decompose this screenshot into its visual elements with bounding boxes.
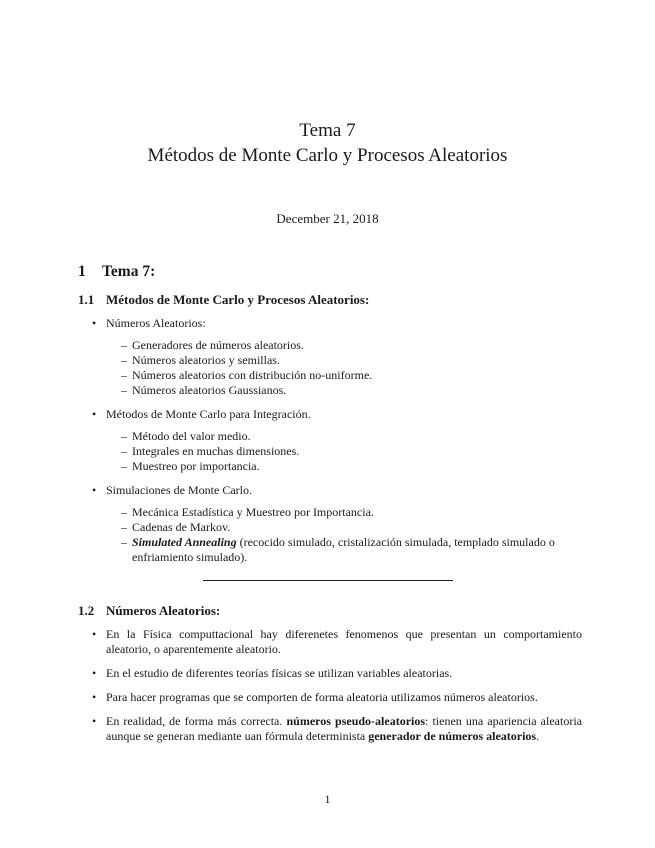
title-line-2: Métodos de Monte Carlo y Procesos Aleatorios	[147, 145, 508, 166]
subsection-heading-1-1	[78, 292, 369, 308]
document-title	[0, 118, 655, 168]
bullet-icon: •	[92, 690, 97, 704]
list-item	[92, 316, 582, 398]
bullet-icon: •	[92, 714, 97, 728]
list-item-label: Métodos de Monte Carlo para Integración.	[106, 407, 311, 421]
sublist-item	[106, 444, 582, 459]
page-number: 1	[324, 792, 331, 806]
sublist-item-text: Números aleatorios y semillas.	[132, 353, 280, 367]
subsection-number: 1.2	[78, 603, 95, 618]
subsection-heading-1-2	[78, 603, 220, 619]
bullet-icon: •	[92, 407, 97, 421]
random-numbers-list	[92, 627, 582, 753]
sublist-item	[106, 383, 582, 398]
sublist-item-text: Método del valor medio.	[132, 429, 251, 443]
list-item-text-part: .	[536, 729, 540, 743]
list-item	[92, 690, 582, 705]
dash-icon: –	[121, 520, 127, 534]
dash-icon: –	[121, 368, 127, 382]
sublist-item-text: Mecánica Estadística y Muestreo por Importancia.	[132, 505, 374, 519]
section-heading-1	[78, 263, 155, 281]
dash-icon: –	[121, 535, 127, 549]
bullet-icon: •	[92, 483, 97, 497]
list-item-text: En la Física computtacional hay diferenetes fenomenos que presentan un comportamiento aleatorio, o aparentemente aleatorio.	[106, 627, 582, 656]
sublist-item-text: Cadenas de Markov.	[132, 520, 231, 534]
sublist-item	[106, 429, 582, 444]
dash-icon: –	[121, 444, 127, 458]
sublist	[106, 429, 582, 474]
pseudo-random-term: números pseudo-aleatorios	[286, 714, 426, 728]
list-item-text: En el estudio de diferentes teorías físicas se utilizan variables aleatorias.	[106, 666, 453, 680]
list-item	[92, 407, 582, 474]
list-item-text-part: En realidad, de forma más correcta.	[106, 714, 287, 728]
sublist-item-text: Integrales en muchas dimensiones.	[132, 444, 300, 458]
sublist-item	[106, 520, 582, 535]
dash-icon: –	[121, 338, 127, 352]
sublist-item	[106, 338, 582, 353]
subsection-title: Métodos de Monte Carlo y Procesos Aleatorios:	[106, 292, 370, 307]
annealing-description: (recocido simulado, cristalización simulada, templado simulado o enfriamiento simulado).	[132, 535, 555, 564]
sublist	[106, 338, 582, 398]
list-item	[92, 627, 582, 657]
sublist-item	[106, 459, 582, 474]
generator-term: generador de números aleatorios	[368, 729, 537, 743]
list-item	[92, 714, 582, 744]
list-item-label: Simulaciones de Monte Carlo.	[106, 483, 252, 497]
sublist-item-text: Números aleatorios con distribución no-uniforme.	[132, 368, 373, 382]
dash-icon: –	[121, 353, 127, 367]
annealing-term: Simulated Annealing	[132, 535, 237, 549]
bullet-icon: •	[92, 316, 97, 330]
list-item-text: Para hacer programas que se comporten de forma aleatoria utilizamos números aleatorios.	[106, 690, 538, 704]
sublist-item	[106, 368, 582, 383]
list-item	[92, 666, 582, 681]
sublist-item	[106, 505, 582, 520]
subsection-title: Números Aleatorios:	[106, 603, 221, 618]
dash-icon: –	[121, 505, 127, 519]
sublist-item-text: Números aleatorios Gaussianos.	[132, 383, 287, 397]
list-item	[92, 483, 582, 565]
sublist	[106, 505, 582, 565]
list-item-label: Números Aleatorios:	[106, 316, 206, 330]
title-line-1: Tema 7	[299, 120, 356, 141]
sublist-item	[106, 535, 582, 565]
sublist-item-text: Generadores de números aleatorios.	[132, 338, 304, 352]
topics-list	[92, 316, 582, 574]
section-number: 1	[78, 263, 86, 280]
bullet-icon: •	[92, 627, 97, 641]
dash-icon: –	[121, 383, 127, 397]
document-date: December 21, 2018	[276, 211, 379, 226]
list-item-text-part: : tienen una apariencia aleatoria aunque se generan mediante uan fórmula determinista	[106, 714, 582, 743]
section-title: Tema 7:	[102, 263, 156, 280]
horizontal-rule	[203, 580, 453, 581]
subsection-number: 1.1	[78, 292, 95, 307]
dash-icon: –	[121, 459, 127, 473]
sublist-item	[106, 353, 582, 368]
sublist-item-text: Muestreo por importancia.	[132, 459, 260, 473]
bullet-icon: •	[92, 666, 97, 680]
dash-icon: –	[121, 429, 127, 443]
